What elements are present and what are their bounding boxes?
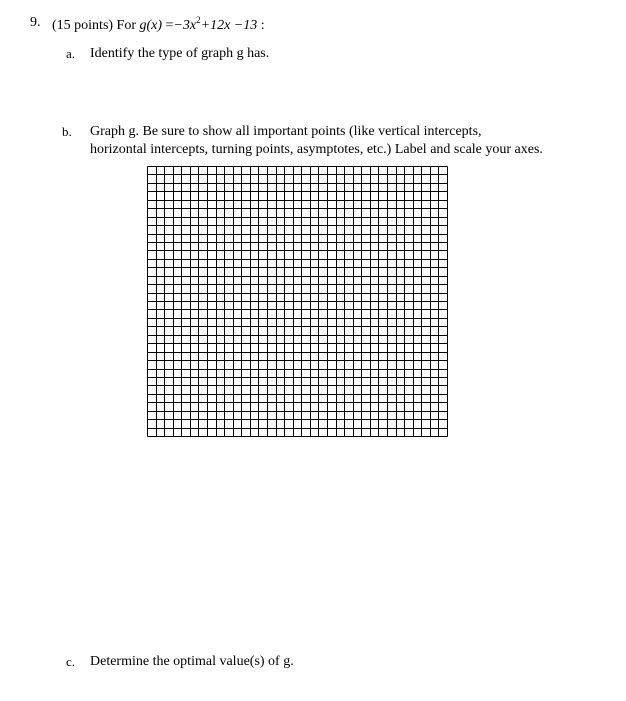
function-rest: +12x −13 bbox=[200, 18, 258, 33]
question-number: 9. bbox=[30, 15, 41, 30]
function-exponent: 2 bbox=[196, 15, 201, 25]
part-a-text: Identify the type of graph g has. bbox=[90, 46, 270, 61]
question-header bbox=[52, 15, 265, 34]
part-b-text-line1: Graph g. Be sure to show all important points (like vertical intercepts, bbox=[90, 124, 482, 139]
part-c-text: Determine the optimal value(s) of g. bbox=[90, 654, 294, 669]
graph-grid bbox=[147, 166, 449, 438]
points-label: (15 points) For bbox=[52, 18, 136, 33]
part-b-text-line2: horizontal intercepts, turning points, asymptotes, etc.) Label and scale your axes. bbox=[90, 142, 543, 157]
function-term1: −3x bbox=[173, 18, 197, 33]
part-a-letter: a. bbox=[66, 46, 76, 61]
part-b-letter: b. bbox=[62, 124, 72, 139]
function-lhs: g(x) bbox=[139, 18, 163, 33]
equals-sign: = bbox=[165, 18, 174, 33]
function-colon: : bbox=[260, 18, 265, 33]
part-c-letter: c. bbox=[66, 654, 76, 669]
